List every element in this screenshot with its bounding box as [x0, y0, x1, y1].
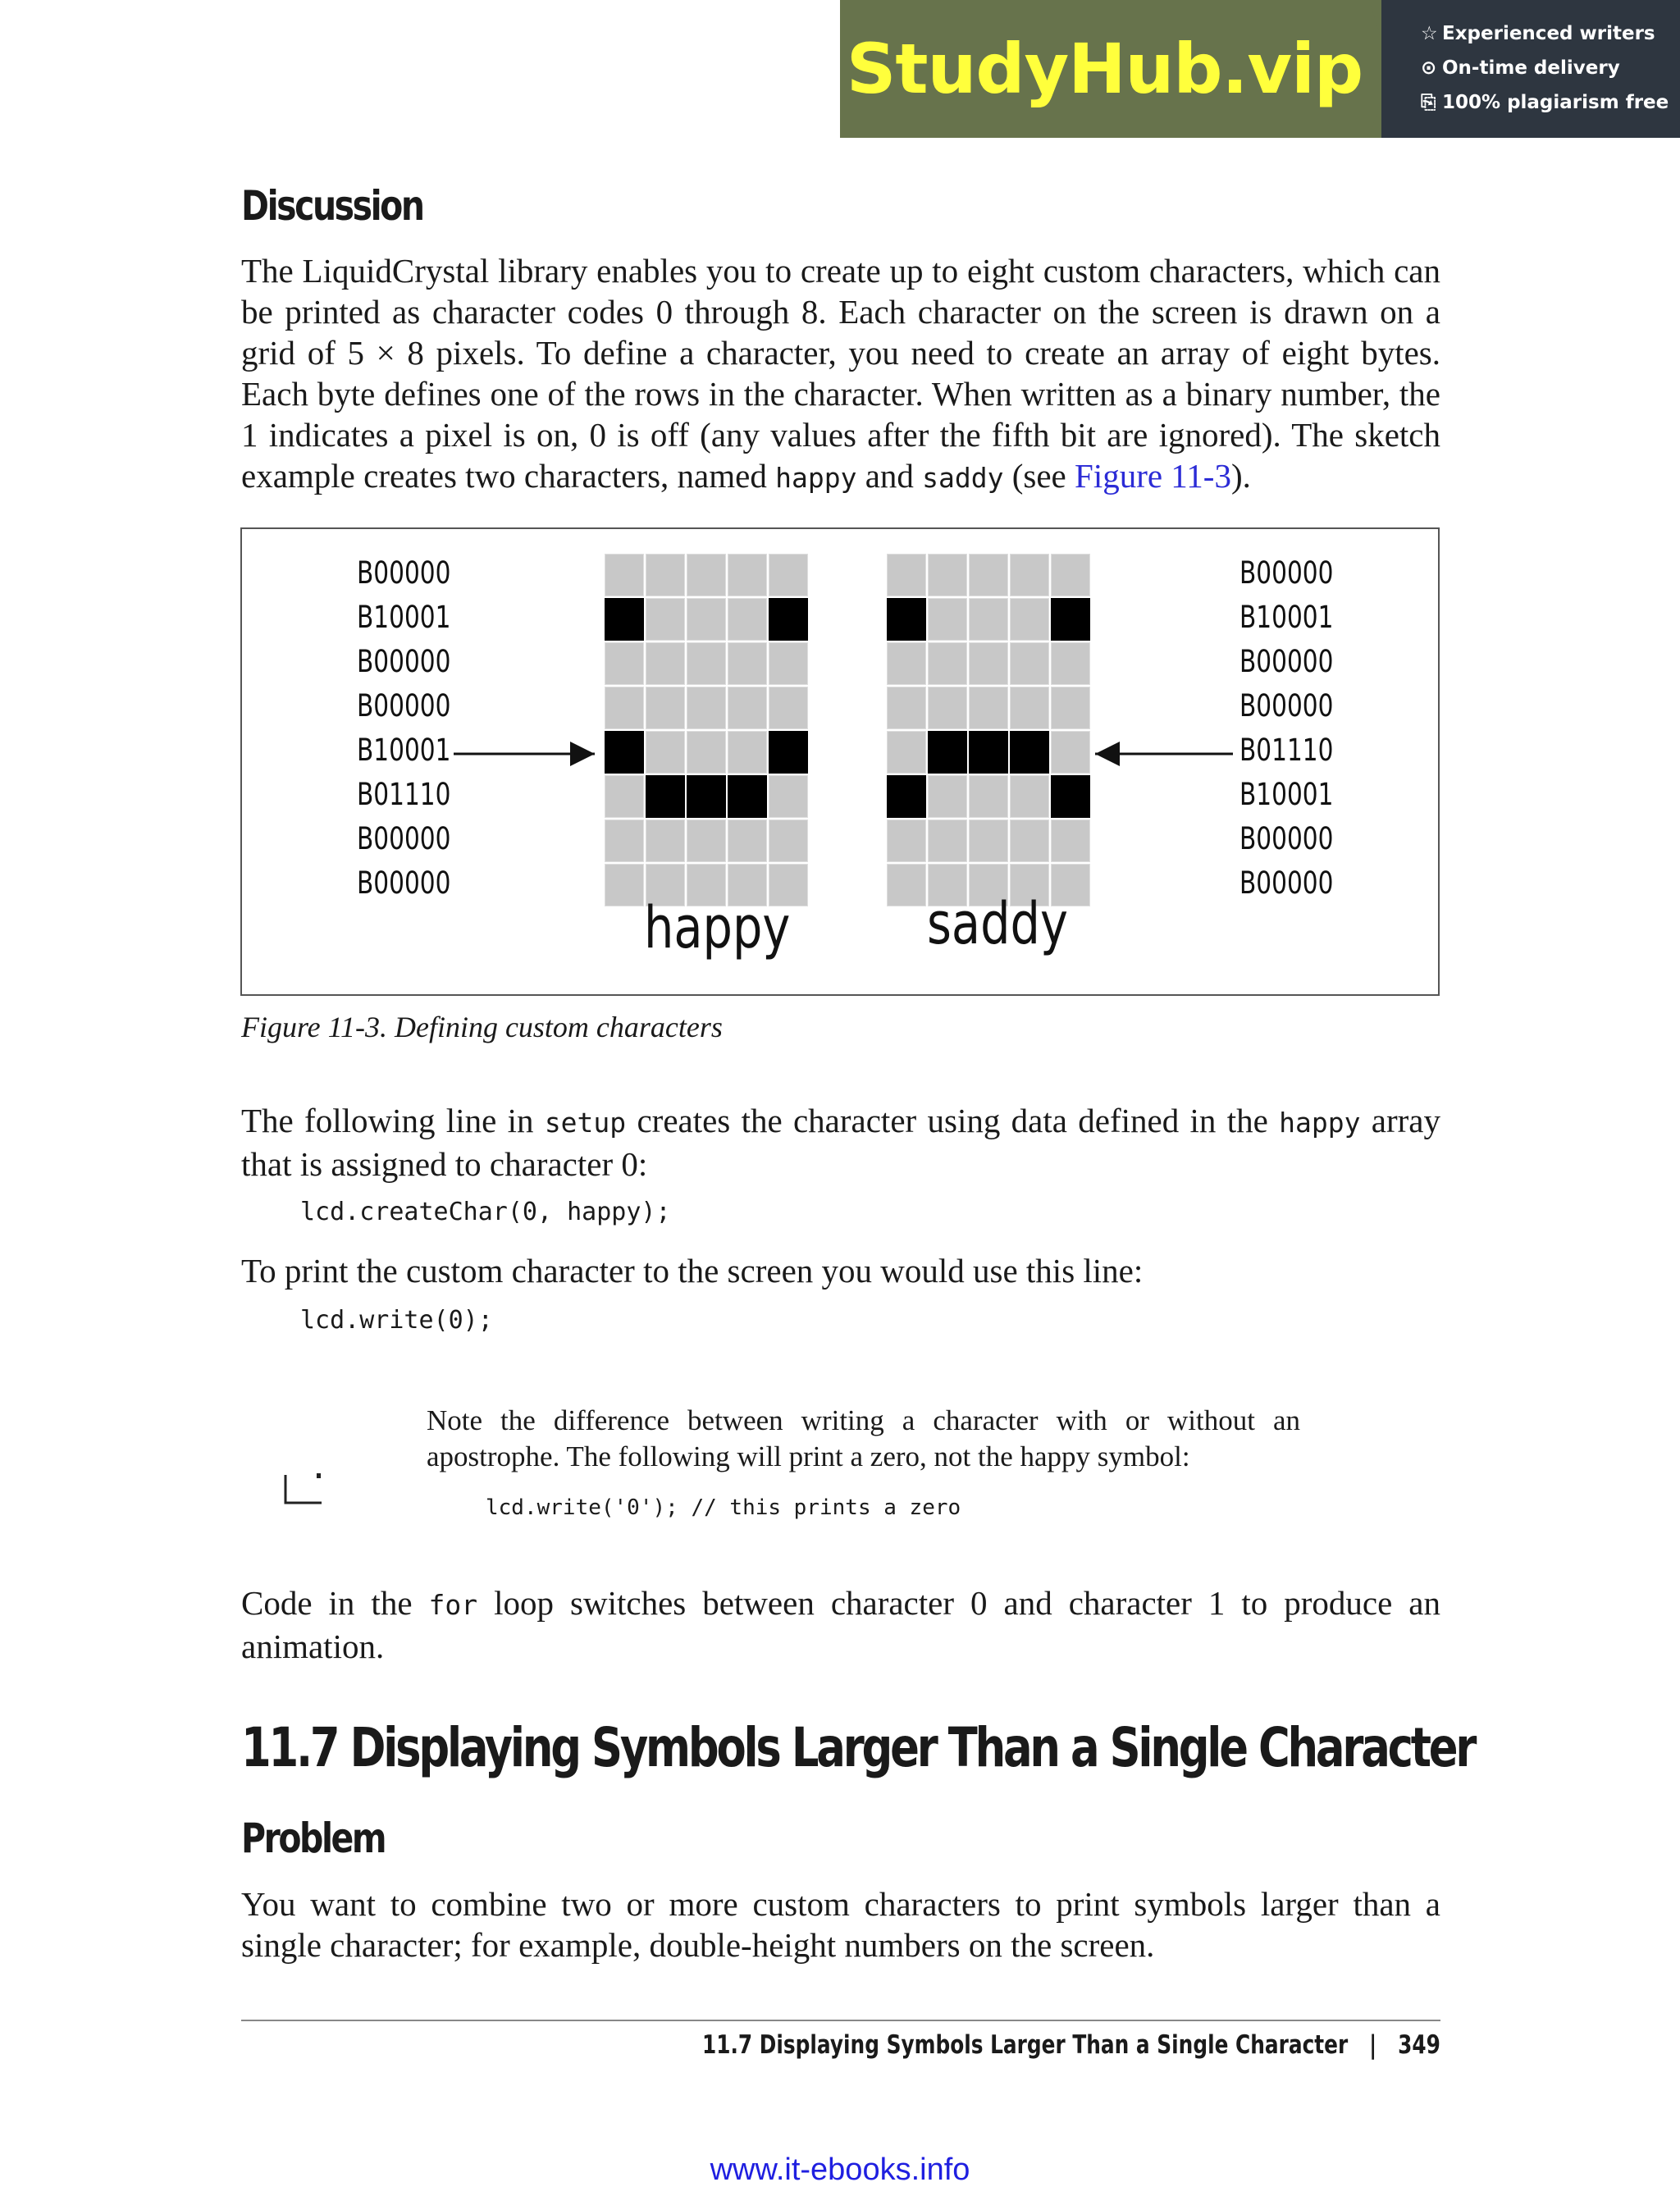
pixel-off: [687, 598, 726, 641]
pixel-on: [605, 598, 644, 641]
pixel-off: [687, 819, 726, 862]
clock-icon: ⊙: [1421, 57, 1437, 79]
star-icon: ☆: [1421, 23, 1438, 44]
pixel-off: [887, 687, 926, 729]
byte-label: B00000: [1239, 688, 1334, 724]
pixel-off: [969, 819, 1008, 862]
pixel-off: [1051, 819, 1090, 862]
pixel-off: [728, 554, 767, 596]
discussion-heading: Discussion: [241, 182, 423, 230]
brand-logo: StudyHub.vip: [846, 29, 1363, 109]
pixel-off: [769, 687, 808, 729]
footer-rule: [241, 2020, 1440, 2021]
inline-code: setup: [544, 1107, 627, 1139]
byte-label: B01110: [1239, 733, 1334, 768]
section-title: 11.7 Displaying Symbols Larger Than a Single Character: [241, 1716, 1475, 1779]
byte-label: B00000: [1239, 555, 1334, 591]
pixel-off: [605, 864, 644, 906]
pixel-off: [969, 687, 1008, 729]
pixel-off: [1010, 775, 1049, 818]
byte-label: B10001: [357, 600, 451, 635]
byte-label: B10001: [1239, 600, 1334, 635]
footer-separator: |: [1369, 2030, 1377, 2060]
pixel-off: [605, 642, 644, 685]
feature-item: ⊙ On-time delivery: [1421, 57, 1620, 79]
byte-label: B00000: [1239, 865, 1334, 901]
pixel-off: [646, 819, 685, 862]
pixel-off: [605, 775, 644, 818]
byte-label: B00000: [357, 821, 451, 856]
pixel-off: [646, 598, 685, 641]
pixel-off: [1010, 598, 1049, 641]
inline-code: saddy: [922, 462, 1004, 494]
pixel-off: [605, 554, 644, 596]
loop-paragraph: Code in the for loop switches between character 0 and character 1 to produce an animation.: [241, 1584, 1441, 1665]
byte-label: B01110: [357, 777, 451, 812]
byte-label: B00000: [357, 688, 451, 724]
inline-code: happy: [775, 462, 857, 494]
byte-label: B00000: [357, 865, 451, 901]
pixel-off: [928, 554, 967, 596]
pixel-on: [887, 598, 926, 641]
running-head: 11.7 Displaying Symbols Larger Than a Single Character: [702, 2030, 1349, 2060]
byte-label: B00000: [357, 644, 451, 679]
byte-label: B00000: [1239, 821, 1334, 856]
print-paragraph: To print the custom character to the screen you would use this line:: [241, 1252, 1144, 1290]
pixel-off: [1010, 554, 1049, 596]
pixel-on: [605, 731, 644, 774]
pixel-off: [646, 642, 685, 685]
pixel-off: [928, 775, 967, 818]
pixel-on: [887, 775, 926, 818]
pixel-off: [769, 642, 808, 685]
discussion-paragraph: The LiquidCrystal library enables you to create up to eight custom characters, which can be printed as character codes 0 through 8. Each character on the screen is drawn on a grid of 5 × 8 pixels. To define a character, you need to create an array of eight bytes. Each byte defines one of the rows in the character. When written as a binary number, the 1 indicates a pixel is on, 0 is off (any values after the fifth bit are ignored). The sketch example creates two characters, named happy and saddy (see Figure 11-3).: [241, 252, 1440, 495]
figure-link[interactable]: Figure 11-3: [1075, 457, 1231, 495]
pixel-off: [969, 642, 1008, 685]
figure-custom-characters: [240, 527, 1440, 996]
pixel-on: [769, 731, 808, 774]
pixel-off: [969, 598, 1008, 641]
pixel-off: [728, 642, 767, 685]
inline-code: for: [428, 1589, 478, 1621]
pixel-on: [728, 775, 767, 818]
code-write: lcd.write(0);: [300, 1306, 493, 1335]
note-code: lcd.write('0'); // this prints a zero: [486, 1495, 961, 1520]
pixel-off: [769, 775, 808, 818]
pixel-off: [728, 819, 767, 862]
pixel-off: [928, 598, 967, 641]
byte-label: B00000: [357, 555, 451, 591]
figure-caption: Figure 11-3. Defining custom characters: [241, 1011, 723, 1043]
pixel-off: [887, 819, 926, 862]
saddy-label: saddy: [927, 890, 1068, 957]
setup-paragraph: The following line in setup creates the character using data defined in the happy array that is assigned to character 0:: [241, 1102, 1440, 1183]
copy-icon: ⎘: [1421, 92, 1436, 113]
pixel-off: [887, 642, 926, 685]
pixel-off: [646, 554, 685, 596]
pixel-on: [646, 775, 685, 818]
pixel-off: [646, 731, 685, 774]
pixel-off: [969, 554, 1008, 596]
pixel-on: [1051, 598, 1090, 641]
pixel-off: [728, 598, 767, 641]
pixel-off: [969, 775, 1008, 818]
byte-label: B10001: [1239, 777, 1334, 812]
pixel-off: [887, 864, 926, 906]
pixel-off: [928, 687, 967, 729]
pixel-off: [769, 819, 808, 862]
pixel-off: [928, 642, 967, 685]
pixel-off: [687, 642, 726, 685]
pixel-off: [687, 554, 726, 596]
code-create-char: lcd.createChar(0, happy);: [300, 1198, 671, 1226]
pixel-off: [769, 554, 808, 596]
byte-label: B00000: [1239, 644, 1334, 679]
byte-label: B10001: [357, 733, 451, 768]
pixel-off: [1051, 687, 1090, 729]
pixel-off: [1010, 819, 1049, 862]
pixel-on: [1051, 775, 1090, 818]
pixel-on: [969, 731, 1008, 774]
running-footer: [702, 2030, 1440, 2060]
pixel-off: [1010, 687, 1049, 729]
note-icon: [279, 1468, 328, 1509]
source-url[interactable]: www.it-ebooks.info: [710, 2152, 970, 2187]
pixel-off: [605, 687, 644, 729]
inline-code: happy: [1279, 1107, 1361, 1139]
pixel-off: [728, 731, 767, 774]
pixel-off: [1051, 731, 1090, 774]
ad-banner[interactable]: [840, 0, 1680, 138]
pixel-off: [887, 731, 926, 774]
pixel-off: [928, 819, 967, 862]
feature-item: ☆ Experienced writers: [1421, 23, 1655, 44]
pixel-off: [728, 687, 767, 729]
pixel-on: [1010, 731, 1049, 774]
happy-label: happy: [644, 894, 791, 961]
page-number: 349: [1398, 2030, 1440, 2060]
feature-item: ⎘ 100% plagiarism free: [1421, 92, 1669, 113]
note-text: Note the difference between writing a character with or without an apostrophe. The following will print a zero, not the happy symbol:: [427, 1404, 1300, 1472]
pixel-off: [1010, 642, 1049, 685]
problem-heading: Problem: [241, 1815, 386, 1862]
feature-list: [1381, 0, 1680, 138]
pixel-on: [687, 775, 726, 818]
pixel-off: [887, 554, 926, 596]
pixel-off: [1051, 642, 1090, 685]
pixel-off: [646, 687, 685, 729]
pixel-off: [1051, 554, 1090, 596]
pixel-on: [928, 731, 967, 774]
pixel-off: [687, 687, 726, 729]
pixel-on: [769, 598, 808, 641]
pixel-off: [687, 731, 726, 774]
problem-paragraph: You want to combine two or more custom characters to print symbols larger than a single character; for example, double-height numbers on the screen.: [241, 1885, 1440, 1964]
pixel-off: [605, 819, 644, 862]
